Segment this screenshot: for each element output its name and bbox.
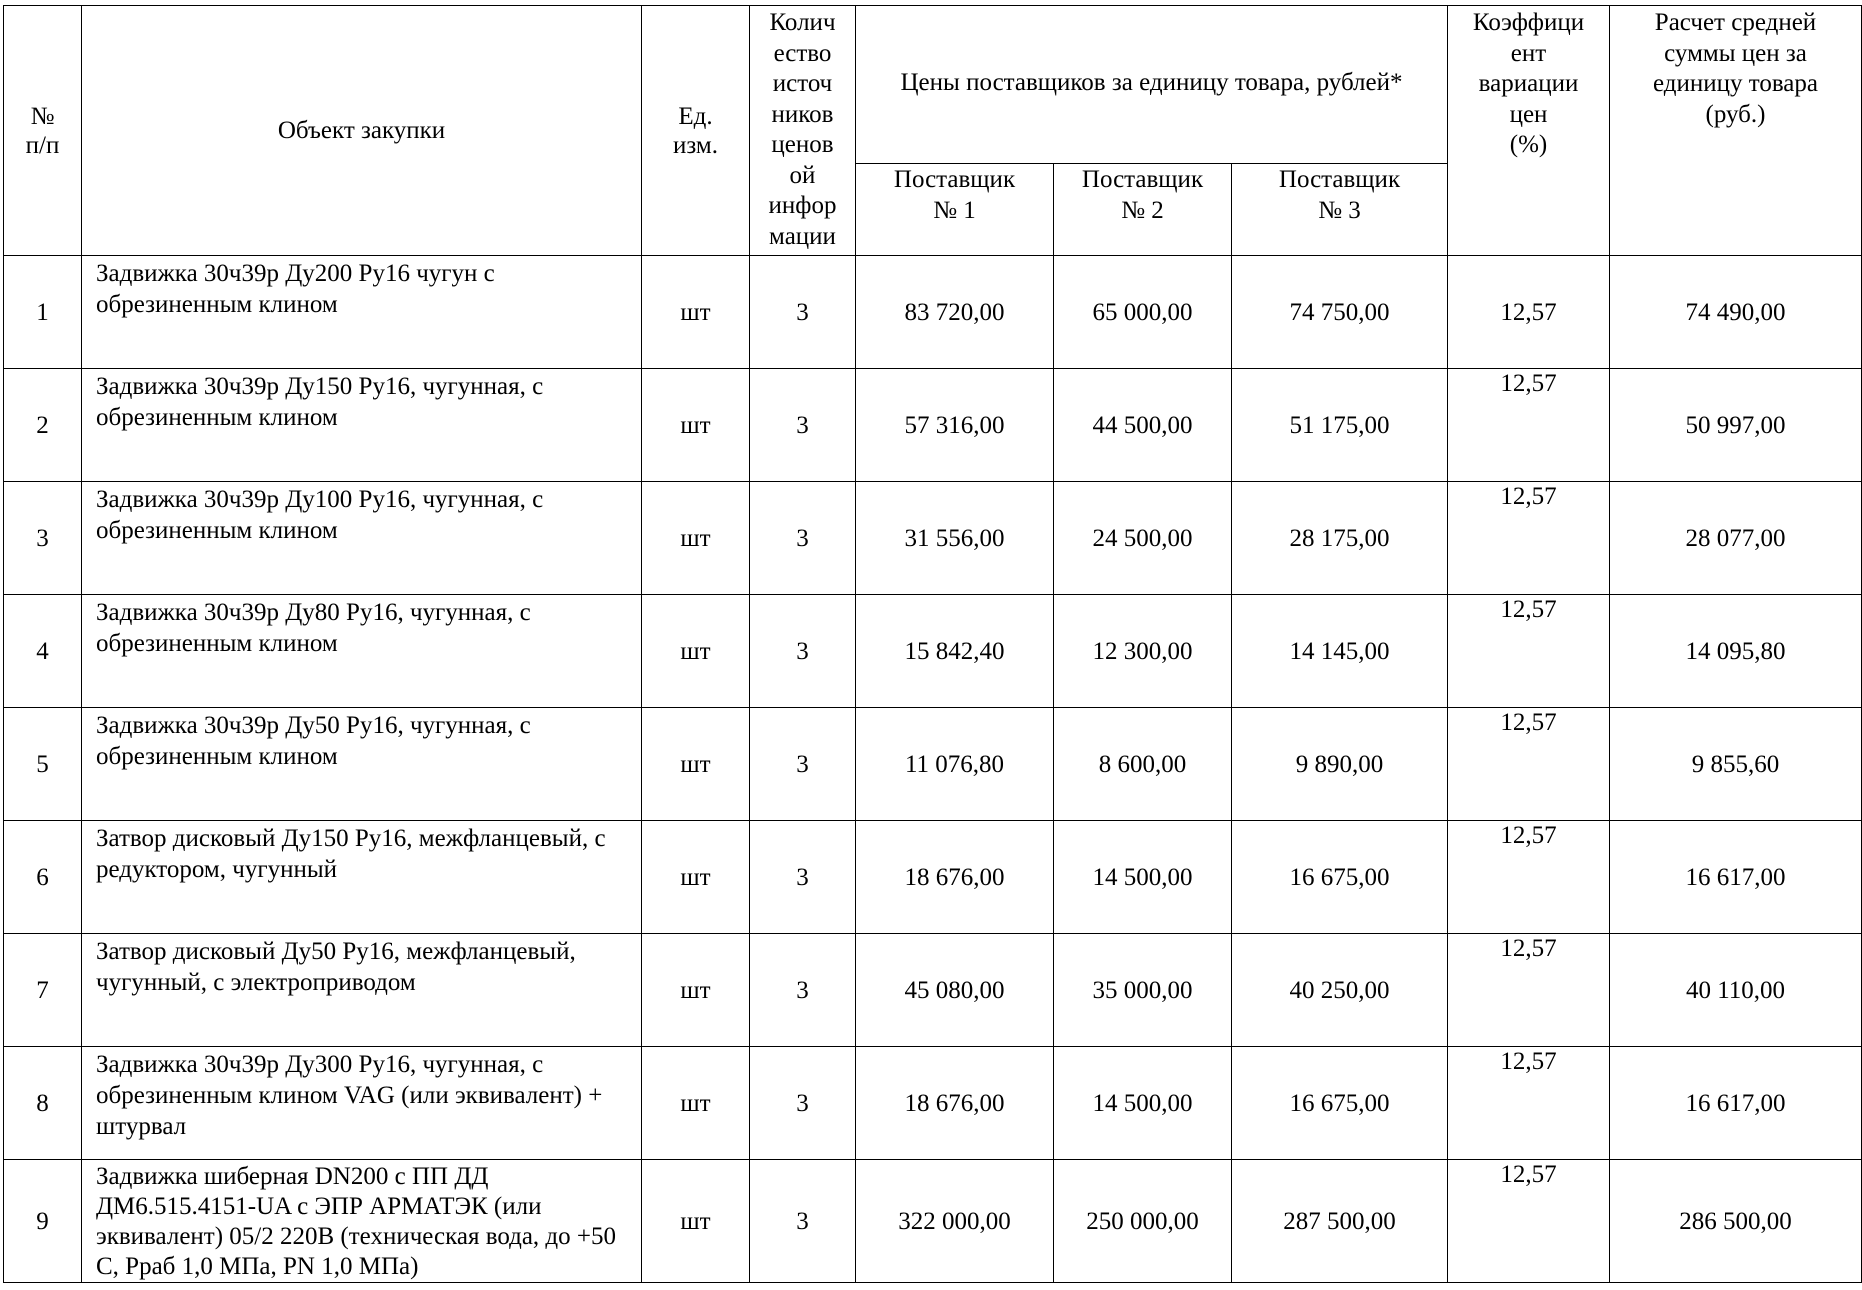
table-row bbox=[4, 595, 1862, 708]
row-name: Затвор дисковый Ду50 Ру16, межфланцевый, чугунный, с электроприводом bbox=[82, 934, 642, 1047]
row-coef: 12,57 bbox=[1448, 256, 1610, 369]
row-unit: шт bbox=[642, 934, 750, 1047]
row-price-1: 18 676,00 bbox=[856, 821, 1054, 934]
row-sources: 3 bbox=[750, 821, 856, 934]
row-price-2: 8 600,00 bbox=[1054, 708, 1232, 821]
row-sources: 3 bbox=[750, 595, 856, 708]
header-supplier-2: Поставщик № 2 bbox=[1054, 164, 1232, 256]
row-coef: 12,57 bbox=[1448, 934, 1610, 1047]
row-name: Задвижка 30ч39р Ду300 Ру16, чугунная, с обрезиненным клином VAG (или эквивалент) + штурвал bbox=[82, 1047, 642, 1160]
row-coef: 12,57 bbox=[1448, 1160, 1610, 1283]
row-coef: 12,57 bbox=[1448, 708, 1610, 821]
row-sources: 3 bbox=[750, 1047, 856, 1160]
table-row bbox=[4, 934, 1862, 1047]
row-price-1: 31 556,00 bbox=[856, 482, 1054, 595]
row-avg: 16 617,00 bbox=[1610, 821, 1862, 934]
row-price-3: 14 145,00 bbox=[1232, 595, 1448, 708]
row-unit: шт bbox=[642, 482, 750, 595]
row-num: 2 bbox=[4, 369, 82, 482]
row-num: 7 bbox=[4, 934, 82, 1047]
row-price-3: 74 750,00 bbox=[1232, 256, 1448, 369]
row-name: Задвижка 30ч39р Ду80 Ру16, чугунная, с обрезиненным клином bbox=[82, 595, 642, 708]
table-header bbox=[4, 6, 1862, 256]
header-sources: Колич ество источ ников ценов ой инфор мации bbox=[750, 6, 856, 256]
row-price-3: 9 890,00 bbox=[1232, 708, 1448, 821]
row-avg: 9 855,60 bbox=[1610, 708, 1862, 821]
row-num: 5 bbox=[4, 708, 82, 821]
row-price-1: 322 000,00 bbox=[856, 1160, 1054, 1283]
row-num: 6 bbox=[4, 821, 82, 934]
row-sources: 3 bbox=[750, 1160, 856, 1283]
row-price-3: 287 500,00 bbox=[1232, 1160, 1448, 1283]
header-coef: Коэффици ент вариации цен (%) bbox=[1448, 6, 1610, 256]
row-num: 9 bbox=[4, 1160, 82, 1283]
row-price-1: 15 842,40 bbox=[856, 595, 1054, 708]
row-num: 3 bbox=[4, 482, 82, 595]
row-name: Задвижка шиберная DN200 с ПП ДД ДМ6.515.4151-UA с ЭПР АРМАТЭК (или эквивалент) 05/2 220В (техническая вода, до +50 С, Рраб 1,0 МПа, PN 1,0 МПа) bbox=[82, 1160, 642, 1283]
row-coef: 12,57 bbox=[1448, 369, 1610, 482]
row-price-1: 11 076,80 bbox=[856, 708, 1054, 821]
row-price-2: 44 500,00 bbox=[1054, 369, 1232, 482]
row-price-2: 250 000,00 bbox=[1054, 1160, 1232, 1283]
row-price-2: 14 500,00 bbox=[1054, 821, 1232, 934]
row-name: Задвижка 30ч39р Ду100 Ру16, чугунная, с обрезиненным клином bbox=[82, 482, 642, 595]
table-row bbox=[4, 482, 1862, 595]
row-price-2: 14 500,00 bbox=[1054, 1047, 1232, 1160]
row-unit: шт bbox=[642, 708, 750, 821]
table-row bbox=[4, 1160, 1862, 1283]
row-num: 4 bbox=[4, 595, 82, 708]
row-coef: 12,57 bbox=[1448, 821, 1610, 934]
header-unit: Ед. изм. bbox=[642, 6, 750, 256]
header-object: Объект закупки bbox=[82, 6, 642, 256]
header-num: № п/п bbox=[4, 6, 82, 256]
row-coef: 12,57 bbox=[1448, 1047, 1610, 1160]
row-sources: 3 bbox=[750, 934, 856, 1047]
row-sources: 3 bbox=[750, 482, 856, 595]
row-avg: 286 500,00 bbox=[1610, 1160, 1862, 1283]
row-price-3: 28 175,00 bbox=[1232, 482, 1448, 595]
price-table bbox=[3, 5, 1862, 1283]
row-avg: 16 617,00 bbox=[1610, 1047, 1862, 1160]
row-price-1: 57 316,00 bbox=[856, 369, 1054, 482]
table-row bbox=[4, 256, 1862, 369]
row-price-1: 83 720,00 bbox=[856, 256, 1054, 369]
row-price-1: 45 080,00 bbox=[856, 934, 1054, 1047]
row-num: 8 bbox=[4, 1047, 82, 1160]
row-unit: шт bbox=[642, 1047, 750, 1160]
header-avg: Расчет средней суммы цен за единицу товара (руб.) bbox=[1610, 6, 1862, 256]
header-supplier-3: Поставщик № 3 bbox=[1232, 164, 1448, 256]
row-price-2: 12 300,00 bbox=[1054, 595, 1232, 708]
row-unit: шт bbox=[642, 256, 750, 369]
row-sources: 3 bbox=[750, 708, 856, 821]
row-name: Задвижка 30ч39р Ду150 Ру16, чугунная, с обрезиненным клином bbox=[82, 369, 642, 482]
row-num: 1 bbox=[4, 256, 82, 369]
row-unit: шт bbox=[642, 821, 750, 934]
row-unit: шт bbox=[642, 595, 750, 708]
row-unit: шт bbox=[642, 1160, 750, 1283]
header-prices: Цены поставщиков за единицу товара, рублей* bbox=[856, 6, 1448, 164]
row-price-3: 16 675,00 bbox=[1232, 821, 1448, 934]
table-row bbox=[4, 708, 1862, 821]
row-price-2: 24 500,00 bbox=[1054, 482, 1232, 595]
row-unit: шт bbox=[642, 369, 750, 482]
row-name: Задвижка 30ч39р Ду200 Ру16 чугун с обрезиненным клином bbox=[82, 256, 642, 369]
row-avg: 28 077,00 bbox=[1610, 482, 1862, 595]
row-price-2: 35 000,00 bbox=[1054, 934, 1232, 1047]
row-price-3: 51 175,00 bbox=[1232, 369, 1448, 482]
table-row bbox=[4, 821, 1862, 934]
row-name: Задвижка 30ч39р Ду50 Ру16, чугунная, с обрезиненным клином bbox=[82, 708, 642, 821]
row-coef: 12,57 bbox=[1448, 482, 1610, 595]
table-row bbox=[4, 1047, 1862, 1160]
row-avg: 74 490,00 bbox=[1610, 256, 1862, 369]
row-coef: 12,57 bbox=[1448, 595, 1610, 708]
row-avg: 40 110,00 bbox=[1610, 934, 1862, 1047]
row-avg: 14 095,80 bbox=[1610, 595, 1862, 708]
row-avg: 50 997,00 bbox=[1610, 369, 1862, 482]
table-row bbox=[4, 369, 1862, 482]
table-body bbox=[4, 256, 1862, 1283]
row-sources: 3 bbox=[750, 369, 856, 482]
row-price-3: 16 675,00 bbox=[1232, 1047, 1448, 1160]
header-supplier-1: Поставщик № 1 bbox=[856, 164, 1054, 256]
row-sources: 3 bbox=[750, 256, 856, 369]
row-price-2: 65 000,00 bbox=[1054, 256, 1232, 369]
row-price-1: 18 676,00 bbox=[856, 1047, 1054, 1160]
row-price-3: 40 250,00 bbox=[1232, 934, 1448, 1047]
row-name: Затвор дисковый Ду150 Ру16, межфланцевый, с редуктором, чугунный bbox=[82, 821, 642, 934]
